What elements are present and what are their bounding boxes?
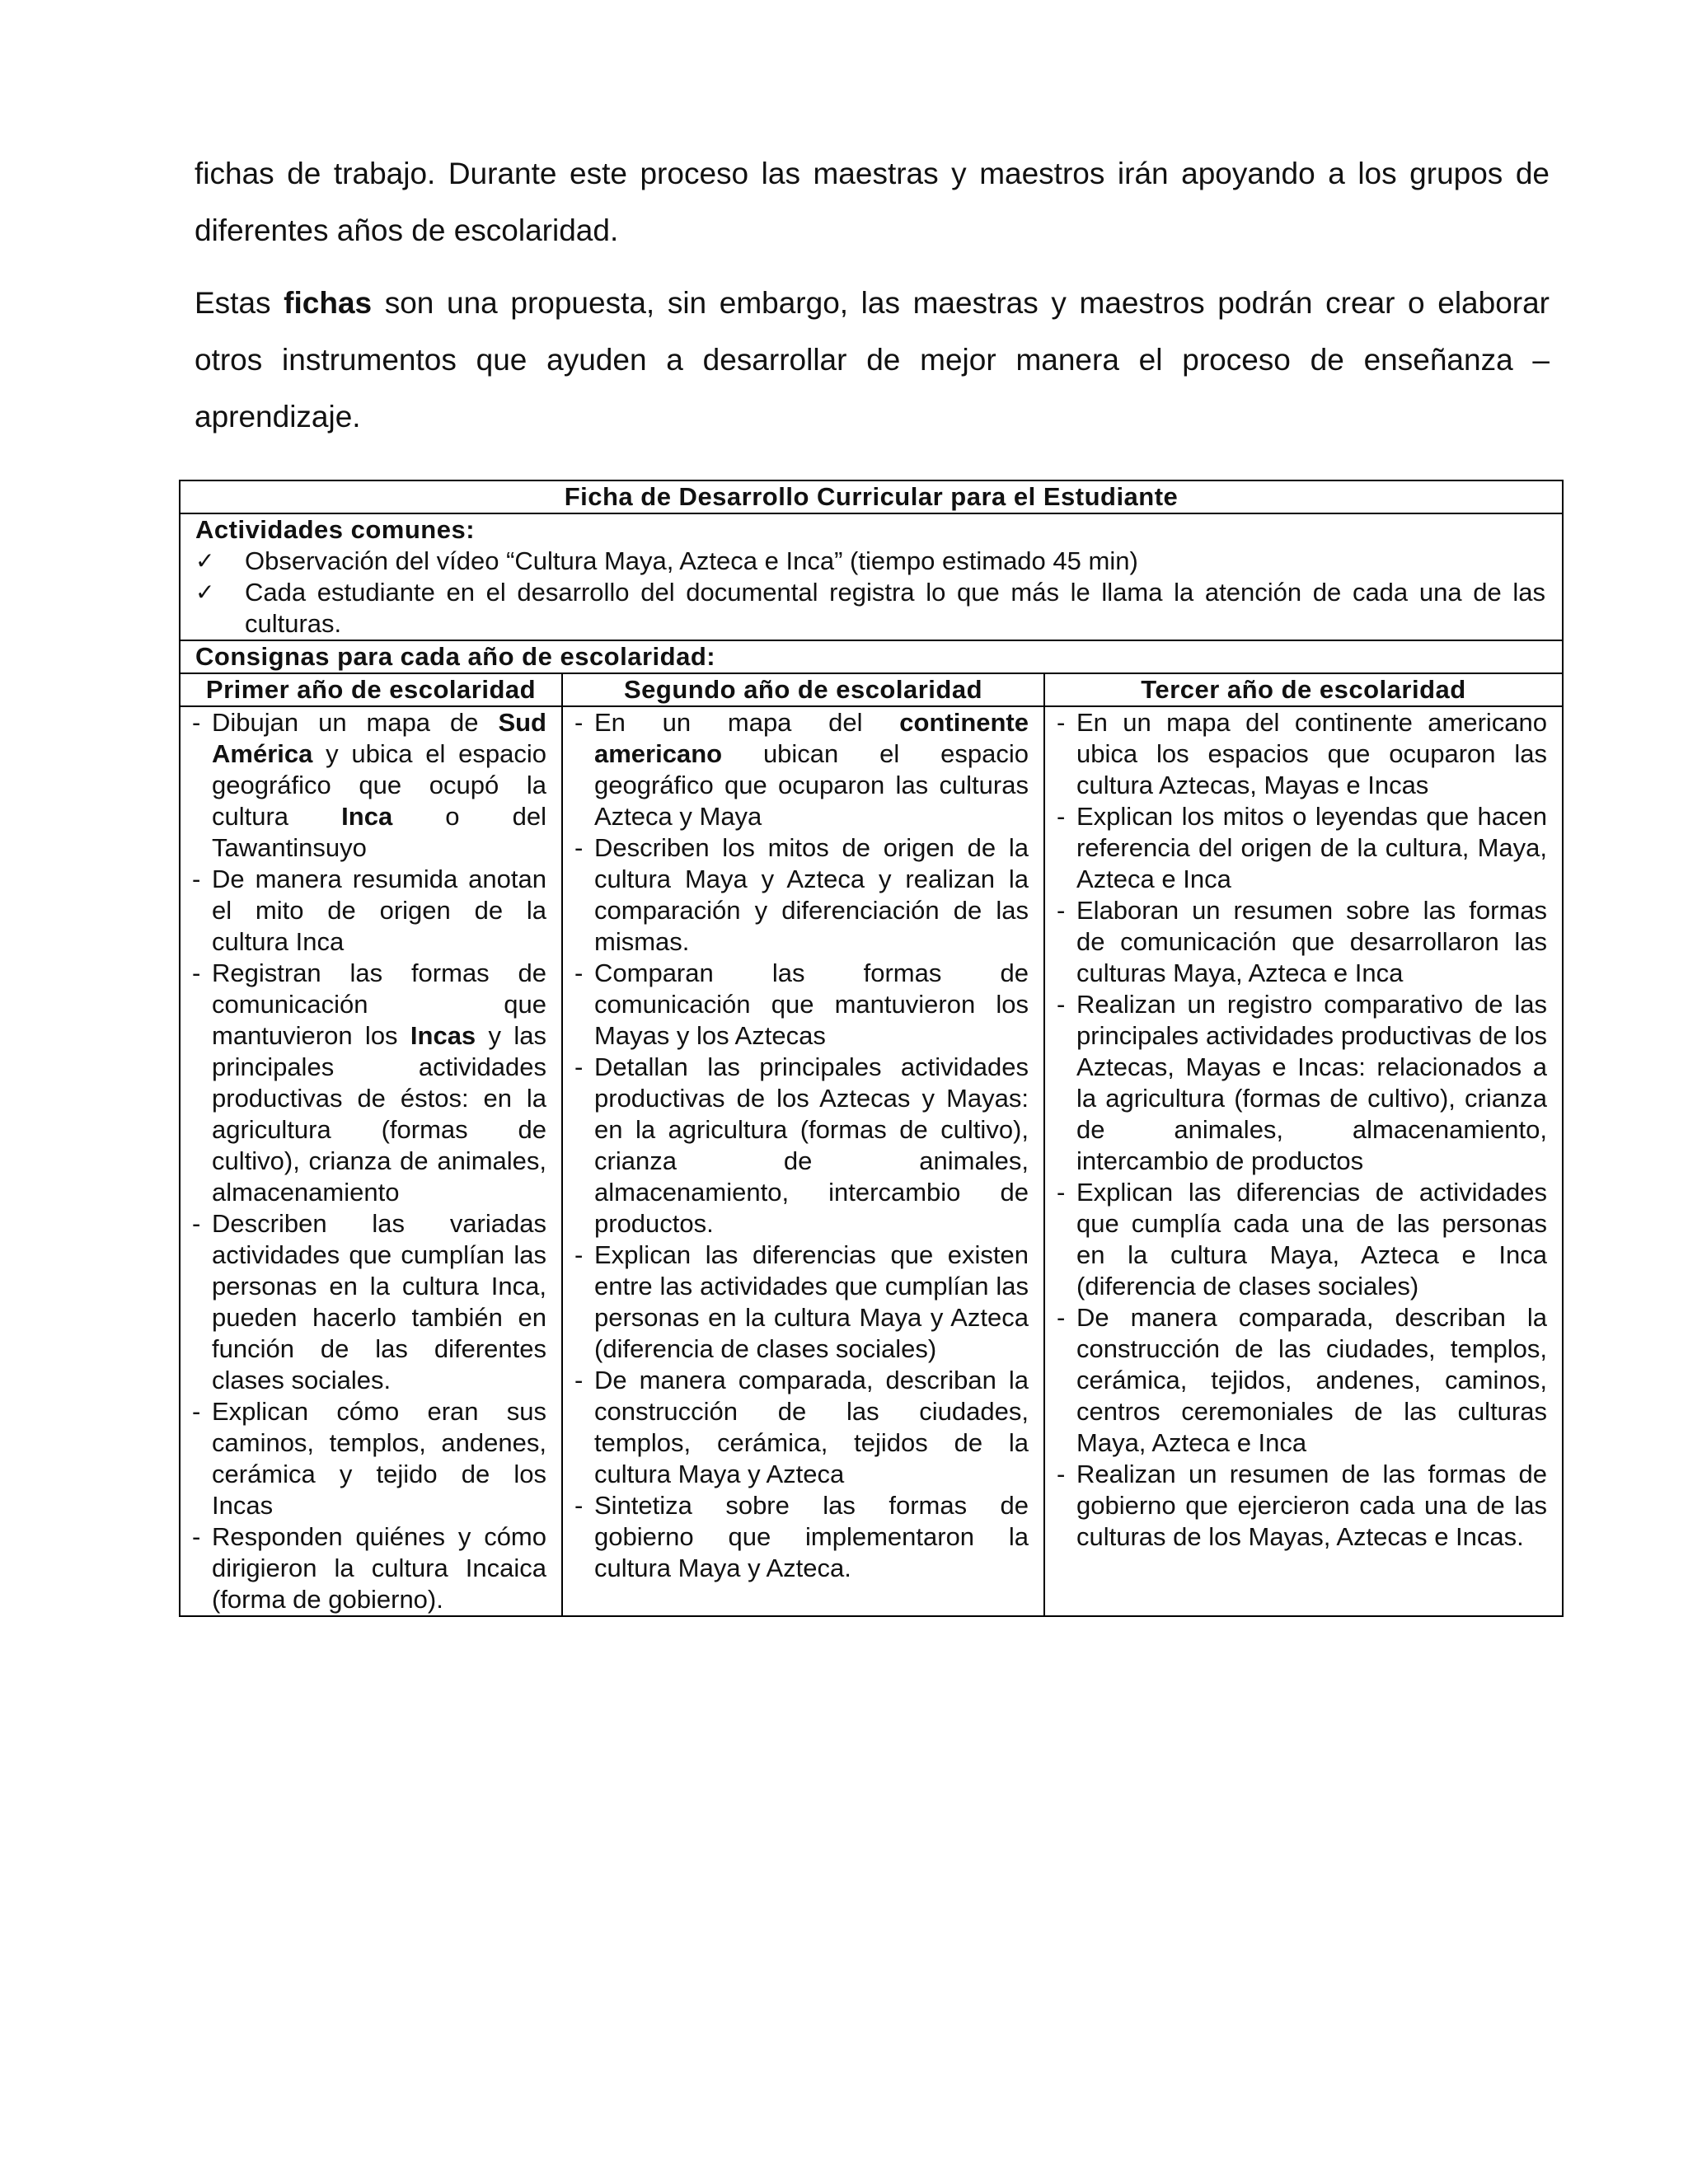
activity-list-segundo bbox=[574, 707, 1029, 1584]
activity-list-primer bbox=[192, 707, 546, 1615]
activity-item-text: Explican las diferencias que existen entre las actividades que cumplían las personas en la cultura Maya y Azteca (diferencia de clases sociales) bbox=[594, 1240, 1029, 1363]
dash-bullet: - bbox=[192, 1397, 201, 1426]
dash-bullet: - bbox=[574, 1366, 584, 1394]
emphasis-text: Inca bbox=[341, 802, 393, 831]
column-segundo bbox=[562, 706, 1044, 1616]
activity-item-text: Registran las formas de comunicación que mantuvieron los Incas y las principales actividades productivas de éstos: en la agricultura (formas de cultivo), crianza de animales, almacenamiento bbox=[212, 958, 546, 1207]
activity-item-text: Realizan un registro comparativo de las principales actividades productivas de los Aztecas, Mayas e Incas: relacionados a la agricultura (formas de cultivo), crianza de animales, almacenamiento, intercambio de productos bbox=[1076, 990, 1547, 1175]
activity-item-text: De manera resumida anotan el mito de origen de la cultura Inca bbox=[212, 865, 546, 956]
activity-item bbox=[192, 864, 546, 958]
activity-item-text: Explican los mitos o leyendas que hacen referencia del origen de la cultura, Maya, Azteca e Inca bbox=[1076, 802, 1547, 893]
dash-bullet: - bbox=[574, 1240, 584, 1269]
ficha-title-row bbox=[180, 480, 1563, 513]
common-item-text: Observación del vídeo “Cultura Maya, Azteca e Inca” (tiempo estimado 45 min) bbox=[245, 546, 1138, 575]
checkmark-icon: ✓ bbox=[195, 547, 215, 574]
activity-item bbox=[574, 1240, 1029, 1365]
intro-paragraph-2 bbox=[195, 274, 1550, 445]
dash-bullet: - bbox=[1057, 1178, 1066, 1207]
intro-p2-start: Estas bbox=[195, 286, 284, 320]
activity-item bbox=[1057, 1177, 1547, 1302]
activity-item-text: De manera comparada, describan la construcción de las ciudades, templos, cerámica, tejidos, andenes, caminos, centros ceremoniales de las culturas Maya, Azteca e Inca bbox=[1076, 1303, 1547, 1457]
emphasis-text: Incas bbox=[410, 1021, 476, 1050]
activity-item bbox=[574, 1490, 1029, 1584]
dash-bullet: - bbox=[574, 1052, 584, 1081]
activity-item-text: Realizan un resumen de las formas de gobierno que ejercieron cada una de las culturas de los Mayas, Aztecas e Incas. bbox=[1076, 1460, 1547, 1551]
activity-item-text: Sintetiza sobre las formas de gobierno que implementaron la cultura Maya y Azteca. bbox=[594, 1491, 1029, 1582]
dash-bullet: - bbox=[1057, 708, 1066, 737]
dash-bullet: - bbox=[1057, 990, 1066, 1019]
activity-item-text: De manera comparada, describan la construcción de las ciudades, templos, cerámica, tejidos de la cultura Maya y Azteca bbox=[594, 1366, 1029, 1488]
dash-bullet: - bbox=[574, 958, 584, 987]
ficha-title: Ficha de Desarrollo Curricular para el Estudiante bbox=[180, 480, 1563, 513]
emphasis-text: Sud América bbox=[212, 708, 546, 768]
dash-bullet: - bbox=[192, 865, 201, 893]
activity-item-text: Comparan las formas de comunicación que mantuvieron los Mayas y los Aztecas bbox=[594, 958, 1029, 1050]
activity-item bbox=[1057, 801, 1547, 895]
activity-item bbox=[1057, 895, 1547, 989]
column-heading-tercer: Tercer año de escolaridad bbox=[1044, 673, 1563, 706]
activity-item bbox=[192, 707, 546, 864]
activity-item-text: Describen las variadas actividades que cumplían las personas en la cultura Inca, pueden hacerlo también en función de las diferentes clases sociales. bbox=[212, 1209, 546, 1394]
column-heading-segundo: Segundo año de escolaridad bbox=[562, 673, 1044, 706]
common-activities-cell bbox=[180, 513, 1563, 640]
dash-bullet: - bbox=[1057, 1303, 1066, 1332]
activity-item bbox=[192, 1208, 546, 1396]
column-content-row bbox=[180, 706, 1563, 1616]
activity-item bbox=[1057, 1302, 1547, 1459]
dash-bullet: - bbox=[574, 708, 584, 737]
consignas-label: Consignas para cada año de escolaridad: bbox=[180, 640, 1563, 673]
intro-p2-end: son una propuesta, sin embargo, las maestras y maestros podrán crear o elaborar otros instrumentos que ayuden a desarrollar de mejor manera el proceso de enseñanza –aprendizaje. bbox=[195, 286, 1550, 434]
intro-paragraph-1: fichas de trabajo. Durante este proceso las maestras y maestros irán apoyando a los grupos de diferentes años de escolaridad. bbox=[195, 157, 1550, 247]
column-tercer bbox=[1044, 706, 1563, 1616]
dash-bullet: - bbox=[574, 833, 584, 862]
common-item bbox=[195, 577, 1545, 640]
dash-bullet: - bbox=[192, 958, 201, 987]
activity-item-text: Responden quiénes y cómo dirigieron la cultura Incaica (forma de gobierno). bbox=[212, 1522, 546, 1614]
dash-bullet: - bbox=[1057, 802, 1066, 831]
activity-item bbox=[574, 1052, 1029, 1240]
activity-item-text: Describen los mitos de origen de la cultura Maya y Azteca y realizan la comparación y diferenciación de las mismas. bbox=[594, 833, 1029, 956]
intro-text bbox=[195, 145, 1550, 445]
common-activities-row bbox=[180, 513, 1563, 640]
dash-bullet: - bbox=[192, 708, 201, 737]
activity-item-text: En un mapa del continente americano ubican el espacio geográfico que ocuparon las culturas Azteca y Maya bbox=[594, 708, 1029, 831]
activity-item bbox=[192, 1396, 546, 1521]
consignas-row bbox=[180, 640, 1563, 673]
activity-item bbox=[574, 707, 1029, 832]
column-heading-primer: Primer año de escolaridad bbox=[180, 673, 562, 706]
activity-item bbox=[574, 958, 1029, 1052]
column-headings-row bbox=[180, 673, 1563, 706]
dash-bullet: - bbox=[192, 1209, 201, 1238]
ficha-table bbox=[179, 480, 1564, 1617]
activity-item-text: Detallan las principales actividades productivas de los Aztecas y Mayas: en la agricultura (formas de cultivo), crianza de animales, almacenamiento, intercambio de productos. bbox=[594, 1052, 1029, 1238]
activity-item bbox=[192, 1521, 546, 1615]
activity-item-text: Elaboran un resumen sobre las formas de comunicación que desarrollaron las culturas Maya, Azteca e Inca bbox=[1076, 896, 1547, 987]
dash-bullet: - bbox=[574, 1491, 584, 1520]
common-item-text: Cada estudiante en el desarrollo del documental registra lo que más le llama la atención de cada una de las culturas. bbox=[245, 578, 1545, 638]
emphasis-text: continente americano bbox=[594, 708, 1029, 768]
activity-item bbox=[574, 832, 1029, 958]
activity-item-text: Explican las diferencias de actividades que cumplía cada una de las personas en la cultura Maya, Azteca e Inca (diferencia de clases sociales) bbox=[1076, 1178, 1547, 1301]
activity-item-text: Dibujan un mapa de Sud América y ubica el espacio geográfico que ocupó la cultura Inca o del Tawantinsuyo bbox=[212, 708, 546, 862]
activity-item bbox=[1057, 707, 1547, 801]
activity-item bbox=[192, 958, 546, 1208]
dash-bullet: - bbox=[192, 1522, 201, 1551]
dash-bullet: - bbox=[1057, 896, 1066, 925]
activity-list-tercer bbox=[1057, 707, 1547, 1553]
common-activities-label: Actividades comunes: bbox=[195, 515, 476, 544]
activity-item-text: Explican cómo eran sus caminos, templos, andenes, cerámica y tejido de los Incas bbox=[212, 1397, 546, 1520]
activity-item bbox=[1057, 989, 1547, 1177]
dash-bullet: - bbox=[1057, 1460, 1066, 1488]
activity-item bbox=[1057, 1459, 1547, 1553]
activity-item bbox=[574, 1365, 1029, 1490]
checkmark-icon: ✓ bbox=[195, 579, 215, 606]
activity-item-text: En un mapa del continente americano ubica los espacios que ocuparon las cultura Aztecas, Mayas e Incas bbox=[1076, 708, 1547, 799]
intro-p2-bold: fichas bbox=[284, 286, 373, 320]
common-item bbox=[195, 546, 1545, 577]
column-primer bbox=[180, 706, 562, 1616]
